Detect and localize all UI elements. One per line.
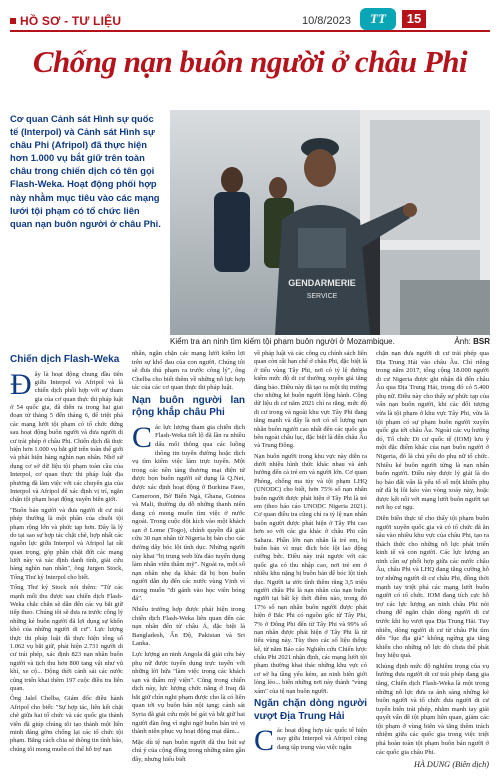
paragraph: "Buôn bán người và đưa người di cư trái phép thường là một phần của chuỗi tội phạm rộng lớn và phức tạp hơn. Đây là lý do tại sao sự hợp tác chặt chẽ, hợp nhất các nguồn lực giữa Interpol và Afripol lại rất quan trọng, góp phần chặt đứt các mạng lưới này và xác định danh tính, giải cứu hàng nghìn nạn nhân", ông Jurgen Stock, Tổng Thư ký Interpol cho biết. <box>10 506 123 581</box>
paragraph: Mặc dù tệ nạn buôn người đã thu hút sự chú ý của cộng đồng trong những năm gần đây, nhưng hiểu biết <box>132 738 245 763</box>
article-lead: Cơ quan Cảnh sát Hình sự quốc tế (Interpol) và Cảnh sát Hình sự châu Phi (Afripol) đã thực hiện hơn 1.000 vụ bắt giữ trên toàn châu trong chiến dịch có tên gọi Flash-Weka. Hoạt động phối hợp này nhằm mục tiêu vào các mạng lưới tội phạm có tổ chức liên quan nạn buôn người ở châu Phi. <box>10 113 161 229</box>
article-column-1 <box>10 352 123 756</box>
photo-credit <box>454 337 490 346</box>
page-number: 15 <box>402 10 426 28</box>
article-column-2 <box>132 350 245 766</box>
article-photo <box>170 110 490 335</box>
paragraph: Diễn biến thực tế cho thấy tội phạm buôn người xuyên quốc gia và có tổ chức đã ăn sâu vào nhiều khu vực của châu Phi, tạo ra thách thức cho những nỗ lực phát triển kinh tế và con người. Các lực lượng an ninh cần sự phối hợp giữa các nước châu Âu, châu Phi và LHQ đang tăng cường hỗ trợ những người di cư châu Phi, đồng thời mạnh tay triệt phá các mạng lưới buôn người có tổ chức. IOM đang tích cực hỗ trợ các lực lượng an ninh châu Phi nói chung để ngăn chặn dòng người di cư trước khi họ vượt qua Địa Trung Hải. Tuy nhiên, dòng người di cư từ châu Phi tìm đến "lục địa già" không ngừng gia tăng khiến cho những nỗ lực đó chưa thể phát huy hiệu quả. <box>376 514 489 660</box>
paragraph: Đây là hoạt động chung đầu tiên giữa Interpol và Afripol và là chiến dịch phối hợp với sự tham gia của cơ quan thực thi pháp luật ở 54 quốc gia, đã diễn ra trong hai giai đoạn từ tháng 5 đến tháng 6, để triệt phá các mạng lưới tội phạm có tổ chức đứng sau hoạt động buôn người và đưa người di cư trái phép ở châu Phi. Chiến dịch đã thực hiện hơn 1.000 vụ bắt giữ trên toàn thế giới và phát hiện hàng nghìn nạn nhân. Nhờ sử dụng cơ sở dữ liệu tội phạm toàn cầu của Interpol, cơ quan thực thi pháp luật địa phương đã làm việc với các chuyên gia của Interpol và Afripol để xác định vị trí, ngăn chặn tội phạm hoạt động xuyên biên giới. <box>10 367 123 504</box>
paragraph: về pháp luật và các công cụ chính sách liên quan còn rất hạn chế ở châu Phi, đặc biệt là ở tiểu vùng Tây Phi, nơi có tỷ lệ đường kiếm mức độ di cư thường xuyên giá tăng đáng bảo. Điều này đã tạo ra một thị trường cho những kẻ buôn người lộng hành. Cộng dữ liệu di cư năm 2021 chỉ ra rằng, mức độ di cư trong và ngoài khu vực Tây Phi đang tăng mạnh và đây là nơi có số lượng nạn nhân buôn người cao nhất đến các quốc gia bên ngoài châu lục, đặc biệt là đến châu Âu và Trung Đông. <box>254 350 367 450</box>
paragraph: Các hoạt động hợp tác quốc tế hiện nay giữa Interpol và Afripol cũng đang tập trung vào việc ngăn <box>254 724 367 758</box>
subheading-mediterranean: Ngăn chặn dòng người vượt Địa Trung Hải <box>254 698 367 722</box>
article-column-4 <box>376 350 489 769</box>
header-rule <box>10 30 490 32</box>
author-name: HÀ DUNG <box>413 760 451 770</box>
vest-text: GENDARMERIE <box>288 278 356 288</box>
issue-date: 10/8/2023 <box>302 15 351 27</box>
article-headline: Chống nạn buôn người ở châu Phi <box>32 44 468 79</box>
paragraph: Khủng định mức độ nghiêm trọng của vụ hướng đưa người di cư trái phép đang gia tăng, Chiến dịch Flash-Weka là một trong những nỗ lực đưa ra ánh sáng những kẻ buôn người và tổ chức đưa người di cư tuyến biển trái phép, nhằm mạnh tay giải quyết vấn đề tội phạm liên quan, giảm các tội phạm ở vùng biên và tăng thêm trách nhiệm giữa các quốc gia trong việc triệt phá hoàn toàn tội phạm buôn bán người ở các quốc gia châu Phi. <box>376 662 489 756</box>
section-marker-icon <box>10 18 16 24</box>
subheading-africa: Nạn buôn người lan rộng khắp châu Phi <box>132 394 245 419</box>
paragraph: Tổng Thư ký Stock nói thêm: "Từ các mạnh mối thu được sau chiến dịch Flash-Weka chắc chắn sẽ dẫn đến các vụ bắt giữ tiếp theo. Chúng tôi sẽ đưa ra trước công lý những kẻ buôn người đã lợi dụng sự khốn khó của những người di cư". Lực lượng thực thi pháp luật đã thực hiện tổng số 1.062 vụ bắt giữ, phát hiện 2.731 người di cư trái phép, xác định 823 nạn nhân buôn người và tịch thu hơn 800 tang vật như vũ khí, xe cộ... Động thời cảnh sát các nước cũng triển khai thêm 197 cuộc điều tra liên quan. <box>10 584 123 692</box>
article-column-3 <box>254 350 367 758</box>
paragraph: Nhiều trường hợp được phát hiện trong chiến dịch Flash-Weka liên quan đến các nạn nhân đến từ châu Á, đặc biệt là Bangladesh, Ấn Độ, Pakistan và Sri Lanka. <box>132 606 245 648</box>
paragraph: chặn nạn đưa người di cư trái phép qua Địa Trung Hải vào châu Âu. Chỉ riêng trong năm 2017, tổng cộng 18.000 người di cư Nigeria được ghi nhận đã đến châu Âu qua Địa Trung Hải, trong đó có 5.400 phụ nữ. Điều này cho thấy sự phức tạp của vấn nạn buôn người, khi các đối tượng vừa là tội phạm ở khu vực Tây Phi, vừa là tội phạm có sự phạm buôn người xuyên quốc gia tới châu Âu. Ngoài các vụ hướng đó, Tổ chức Di cư quốc tế (IOM) lưu ý một đặc điểm khác của nạn buôn người ở Nigeria, đó là chủ yếu do phụ nữ tổ chức. Nhiều kẻ buôn người từng là nạn nhân buôn người. Điều này được lý giải là do họ bảo đất vấn là yếu tố số một khiến phụ nữ đã bị lôi kéo vào vòng xoáy này, hoặc được kết nối với mạng lưới buôn người tại nơi họ cư ngụ. <box>376 350 489 512</box>
page-header <box>0 0 500 34</box>
section-label <box>10 14 121 28</box>
section-text: HỒ SƠ - TƯ LIỆU <box>20 14 122 28</box>
subheading-flash-weka: Chiến dịch Flash-Weka <box>10 354 120 365</box>
photo-illustration <box>170 110 490 335</box>
author-role: (Biên dịch) <box>452 760 489 770</box>
paragraph: Nạn buôn người trong khu vực này diễn ra dưới nhiều hình thức khác nhau và ảnh hưởng đến cả trẻ em và người lớn. Cơ quan Phòng, chống ma túy và tội phạm LHQ (UNODC) cho biết, hơn 75% số nạn nhân buôn người được phát hiện ở Tây Phi là trẻ em (theo báo cáo UNODC Nigeria 2021). Cơ quan điều tra cũng chỉ ra tỷ lệ nạn nhân buôn người được phát hiện ở Tây Phi cao hơn so với các gia khác ở châu Phi cận Sahara. Phần lớn nạn nhân là trẻ em, bị buôn bán vì mục đích bóc lột lao động cưỡng bức. Điều này trái ngược với các quốc gia có thu nhập cao, nơi trẻ em ở nhiều khu nặng bị buôn bán để bóc lột tình dục. Người ta ước tính thêm rằng 3,5 triệu người châu Phi là nạn nhân của nạn buôn người tại bất kỳ thời điểm nào, trong đó 17% số nạn nhân buôn người được phát hiện ở Bắc Phi có nguồn gốc từ Tây Phi, 7% ở Đông Phi đến từ Tây Phi và 99% số nạn nhân được phát hiện ở Tây Phi là từ tiểu vùng này. Tùy theo các số liệu thống kê, từ năm Báo cáo Nghiên cứu Chiến lược châu Phi 2021 nhận định, các mạng lưới tội phạm thường khai thác những khu vực có cơ sở hạ tầng yếu kém, an ninh biên giới lỏng lẻo... biến những nơi này thành "vùng xám" của tệ nạn buôn người. <box>254 452 367 695</box>
photo-caption: Kiểm tra an ninh tìm kiếm tội phạm buôn người ở Mozambique. <box>170 337 395 346</box>
photo-credit-name: BSR <box>473 337 490 346</box>
paragraph: Ông Jalel Chelba, Giám đốc điều hành Afripol cho biết: "Sự hợp tác, liên kết chặt chẽ giữa hai tổ chức và các quốc gia thành viên đã giúp chúng tôi tạo thành một liên minh đáng gờm chống lại các tổ chức tội phạm. Bằng cách chia sẻ thông tin tình báo, chúng tôi mong muốn có thể hỗ trợ nạn <box>10 695 123 753</box>
paragraph: Lực lượng an ninh Angola đã giải cứu bảy phụ nữ được tuyển dụng trực tuyến với những lời hứa "làm việc trong các khách sạn và thẩm mỹ viện". Cũng trong chiến dịch này, lực lượng chức năng ở Iraq đã bắt giữ chín nghi phạm được cho là có liên quan tới vụ buôn bán nội tạng; cảnh sát Syria đã giải cứu một bé gái và bắt giữ hai người đàn ông vì nghi ngờ buôn bán trẻ vị thành niên phục vụ hoạt động mại dâm... <box>132 650 245 736</box>
newspaper-logo: TT <box>360 8 396 30</box>
uniform <box>275 205 370 335</box>
head <box>304 149 336 187</box>
paragraph: nhân, ngăn chặn các mạng lưới kiếm lợi trên sự khổ đau của con người. Chúng tôi sẽ đưa thủ phạm ra trước công lý", ông Chelba cho biết thêm về những nỗ lực hợp tác của các cơ quan thực thi pháp luật. <box>132 350 245 392</box>
vest-subtext: SERVICE <box>306 293 338 300</box>
author-signature <box>376 760 489 769</box>
paragraph: Các lực lượng tham gia chiến dịch Flash-Weka tiết lộ đã lần ra nhiều dấu mối thông qua các luồng thông tin tuyến đường hoặc dịch vụ tìm kiếm việc làm trực tuyến. Một trong các nền tảng thương mại điện tử được bọn buôn người sử dụng là Q.Net, được xác định hoạt động ở Burkina Faso, Cameroon, Bờ Biển Ngà, Ghana, Guinea và Mali, thường dụ dỗ những thanh niên đang có mong muốn tìm việc ở nước ngoài. Trong cuộc đột kích vào một khách sạn ở Lome (Togo), chính quyền đã giải cứu 30 nạn nhân từ Nigeria bị bán cho các đường dây bóc lột tình dục. Những người này khai "bị trung web lừa đảo tuyển dụng làm nhân viên thẩm mỹ". Ngoài ra, một số nạn nhân nhẹ dạ khác đã bị bọn buôn người dẫn dụ đến các nước vùng Vịnh vì mong muốn "đi gánh vào học viên bóng đá". <box>132 420 245 603</box>
photo-credit-label: Ảnh: <box>454 337 471 346</box>
